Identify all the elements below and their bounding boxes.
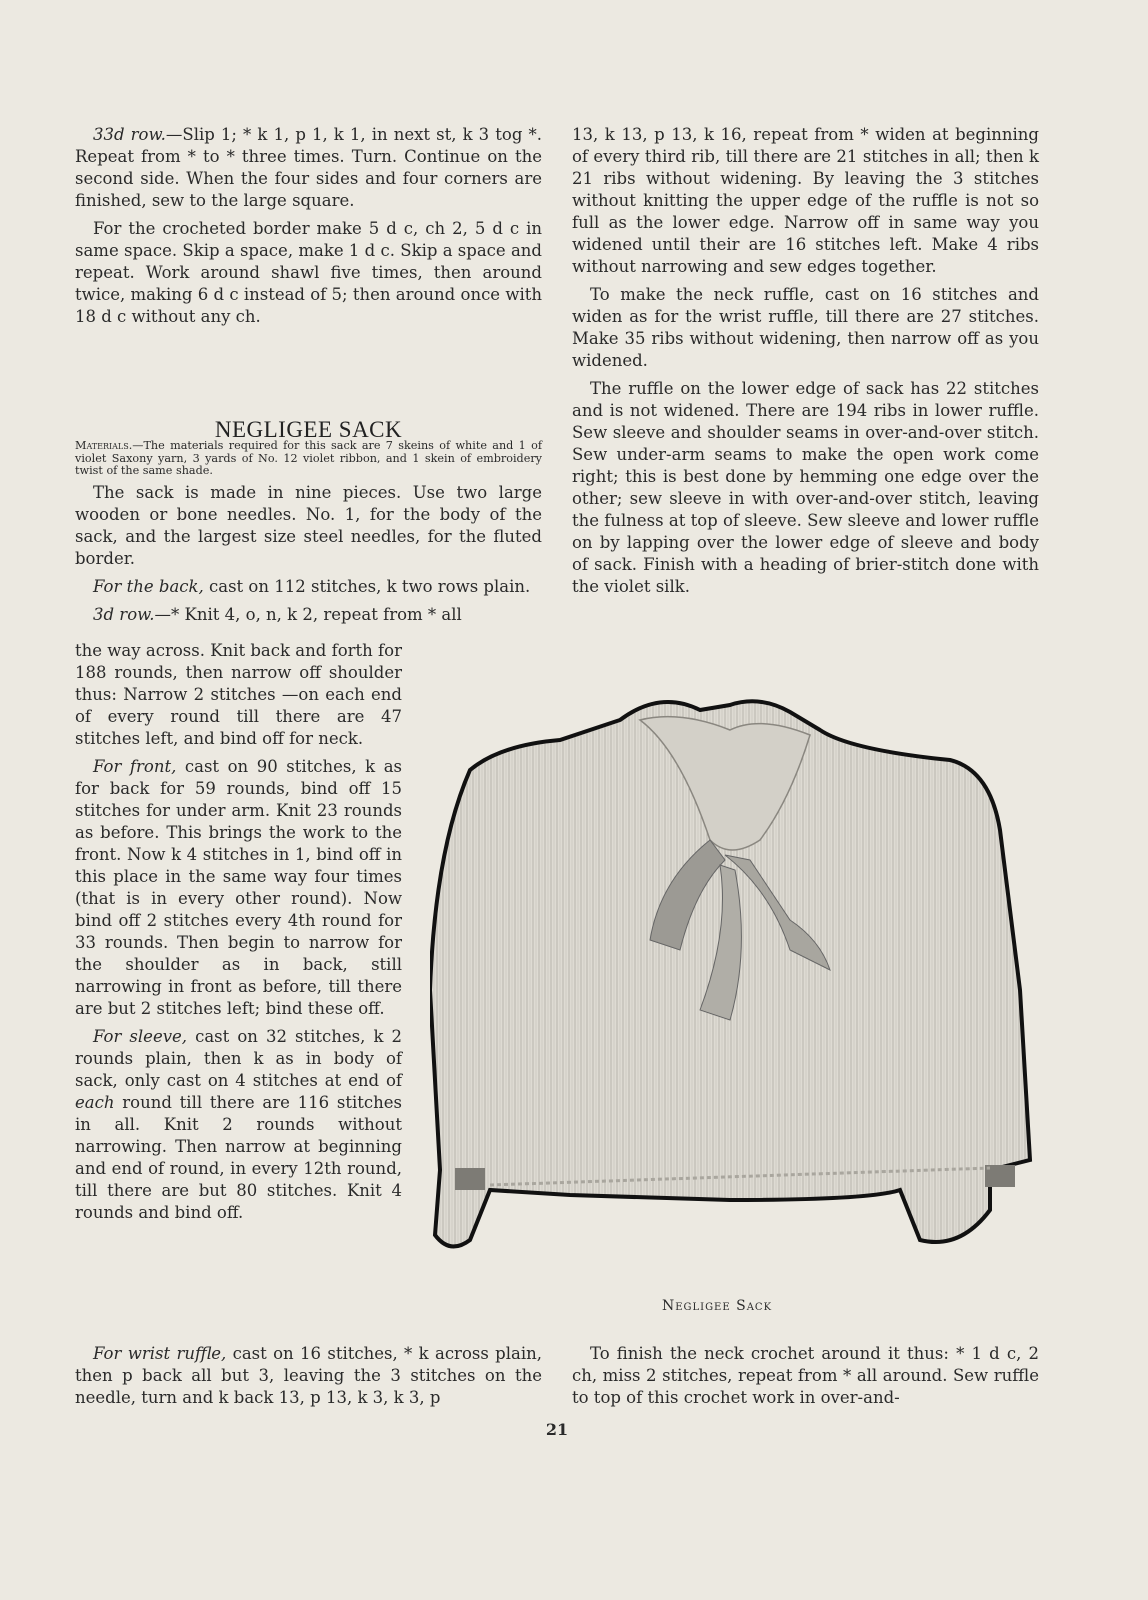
paragraph-text: cast on 112 stitches, k two rows plain. — [203, 577, 531, 596]
row-label: 3d row. — [93, 605, 155, 624]
left-column-bottom — [75, 1343, 542, 1415]
paragraph-neck-ruffle: To make the neck ruffle, cast on 16 stitches and widen as for the wrist ruffle, till there are 27 stitches. Make 35 ribs without widening, then narrow off as you widened. — [572, 285, 1039, 370]
paragraph-ribs: 13, k 13, p 13, k 16, repeat from * widen at beginning of every third rib, till there are 21 stitches in all; then k 21 ribs without widening. By leaving the 3 stitches without knitting the upper edge of the ruffle is not so full as the lower edge. Narrow off in same way you widened until their are 16 stitches left. Make 4 ribs without narrowing and sew edges together. — [572, 125, 1039, 276]
materials-label: Materials. — [75, 439, 133, 452]
paragraph-back-continued: the way across. Knit back and forth for 188 rounds, then narrow off shoulder thus: Narrow 2 stitches —on each end of every round till there are 47 stitches left, and bind off for neck. — [75, 641, 402, 748]
paragraph-text: —Slip 1; * k 1, p 1, k 1, in next st, k 3 tog *. Repeat from * to * three times. Turn. Continue on the second side. When the four sides and four corners are finished, sew to the large square. — [75, 125, 542, 210]
paragraph-text: cast on 16 stitches, * k across plain, then p back all but 3, leaving the 3 stitches on the needle, turn and k back 13, p 13, k 3, k 3, p — [75, 1344, 542, 1407]
front-label: For front, — [93, 757, 177, 776]
paragraph-crochet-border: For the crocheted border make 5 d c, ch 2, 5 d c in same space. Skip a space, make 1 d c. Skip a space and repeat. Work around shawl five times, then around twice, making 6 d c instead of 5; then around once with 18 d c without any ch. — [75, 219, 542, 326]
sack-drawing — [430, 690, 1040, 1290]
each-emphasis: each — [75, 1093, 115, 1112]
paragraph-back — [75, 576, 542, 598]
page-number: 21 — [545, 1420, 569, 1439]
paragraph-text: —* Knit 4, o, n, k 2, repeat from * all — [154, 605, 462, 624]
back-label: For the back, — [93, 577, 204, 596]
paragraph-text: cast on 90 stitches, k as for back for 59 rounds, bind off 15 stitches for under arm. Knit 23 rounds as before. This brings the work to the front. Now k 4 stitches in 1, bind off in this place in the same way four times (that is in every other round). Now bind off 2 stitches every 4th round for 33 rounds. Then begin to narrow for the shoulder as in back, still narrowing in front as before, till there are but 2 stitches left; bind these off. — [75, 757, 402, 1018]
paragraph-sleeve — [75, 1026, 402, 1224]
materials-note — [75, 440, 542, 478]
paragraph-3d-row — [75, 604, 542, 626]
paragraph-text: cast on 32 stitches, k 2 rounds plain, then k as in body of sack, only cast on 4 stitches at end of — [75, 1027, 402, 1090]
sack-illustration — [430, 690, 1040, 1290]
paragraph-text: round till there are 116 stitches in all. Knit 2 rounds without narrowing. Then narrow at beginning and end of round, in every 12th round, till there are but 80 stitches. Knit 4 rounds and bind off. — [75, 1093, 402, 1222]
paragraph-neck-crochet: To finish the neck crochet around it thus: * 1 d c, 2 ch, miss 2 stitches, repeat from * all around. Sew ruffle to top of this crochet work in over-and- — [572, 1344, 1039, 1407]
paragraph-wrist-ruffle — [75, 1343, 542, 1409]
paragraph-nine-pieces: The sack is made in nine pieces. Use two large wooden or bone needles. No. 1, for the body of the sack, and the largest size steel needles, for the fluted border. — [75, 483, 542, 568]
materials-text: —The materials required for this sack are 7 skeins of white and 1 of violet Saxony yarn, 3 yards of No. 12 violet ribbon, and 1 skein of embroidery twist of the same shade. — [75, 439, 542, 477]
left-column-narrow — [75, 640, 402, 1230]
right-column-top — [572, 124, 1039, 604]
figure-caption: Negligee Sack — [661, 1298, 773, 1314]
sleeve-label: For sleeve, — [93, 1027, 188, 1046]
left-cuff-bow — [455, 1168, 485, 1190]
wrist-ruffle-label: For wrist ruffle, — [93, 1344, 227, 1363]
left-column-middle — [75, 482, 542, 626]
section-heading: NEGLIGEE SACK — [214, 417, 403, 443]
paragraph-front — [75, 756, 402, 1020]
left-column-top — [75, 124, 542, 334]
paragraph-lower-ruffle: The ruffle on the lower edge of sack has 22 stitches and is not widened. There are 194 ribs in lower ruffle. Sew sleeve and shoulder seams in over-and-over stitch. Sew under-arm seams to make the open work come right; this is best done by hemming one edge over the other; sew sleeve in with over-and-over stitch, leaving the fulness at top of sleeve. Sew sleeve and lower ruffle on by lapping over the lower edge of sleeve and body of sack. Finish with a heading of brier-stitch done with the violet silk. — [572, 379, 1039, 596]
paragraph-33d-row — [75, 124, 542, 212]
right-column-bottom — [572, 1343, 1039, 1415]
row-label: 33d row. — [93, 125, 166, 144]
